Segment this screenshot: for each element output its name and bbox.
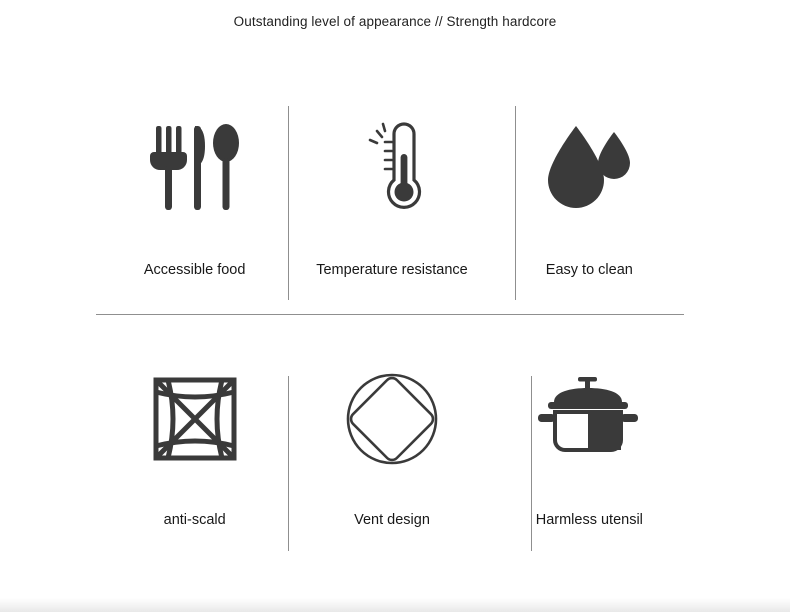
feature-grid [96, 74, 688, 574]
feature-cell-anti-scald [96, 324, 293, 574]
feature-label: Vent design [354, 512, 430, 528]
feature-label: Harmless utensil [535, 512, 643, 528]
feature-label: Accessible food [143, 262, 246, 278]
page-title: Outstanding level of appearance // Strength hardcore [233, 14, 557, 29]
cutlery-icon [140, 94, 250, 244]
feature-cell-vent-design [293, 324, 490, 574]
circle-diamond-icon [337, 344, 447, 494]
water-drops-icon [534, 94, 644, 244]
feature-label: Temperature resistance [316, 262, 468, 278]
crossed-square-icon [140, 344, 250, 494]
feature-label: Easy to clean [545, 262, 633, 278]
feature-label: anti-scald [163, 512, 226, 528]
feature-cell-accessible-food [96, 74, 293, 324]
feature-cell-temperature-resistance [293, 74, 490, 324]
bottom-edge-strip [0, 598, 790, 612]
feature-cell-harmless-utensil [491, 324, 688, 574]
feature-cell-easy-to-clean [491, 74, 688, 324]
thermometer-icon [337, 94, 447, 244]
pot-icon [530, 344, 648, 494]
